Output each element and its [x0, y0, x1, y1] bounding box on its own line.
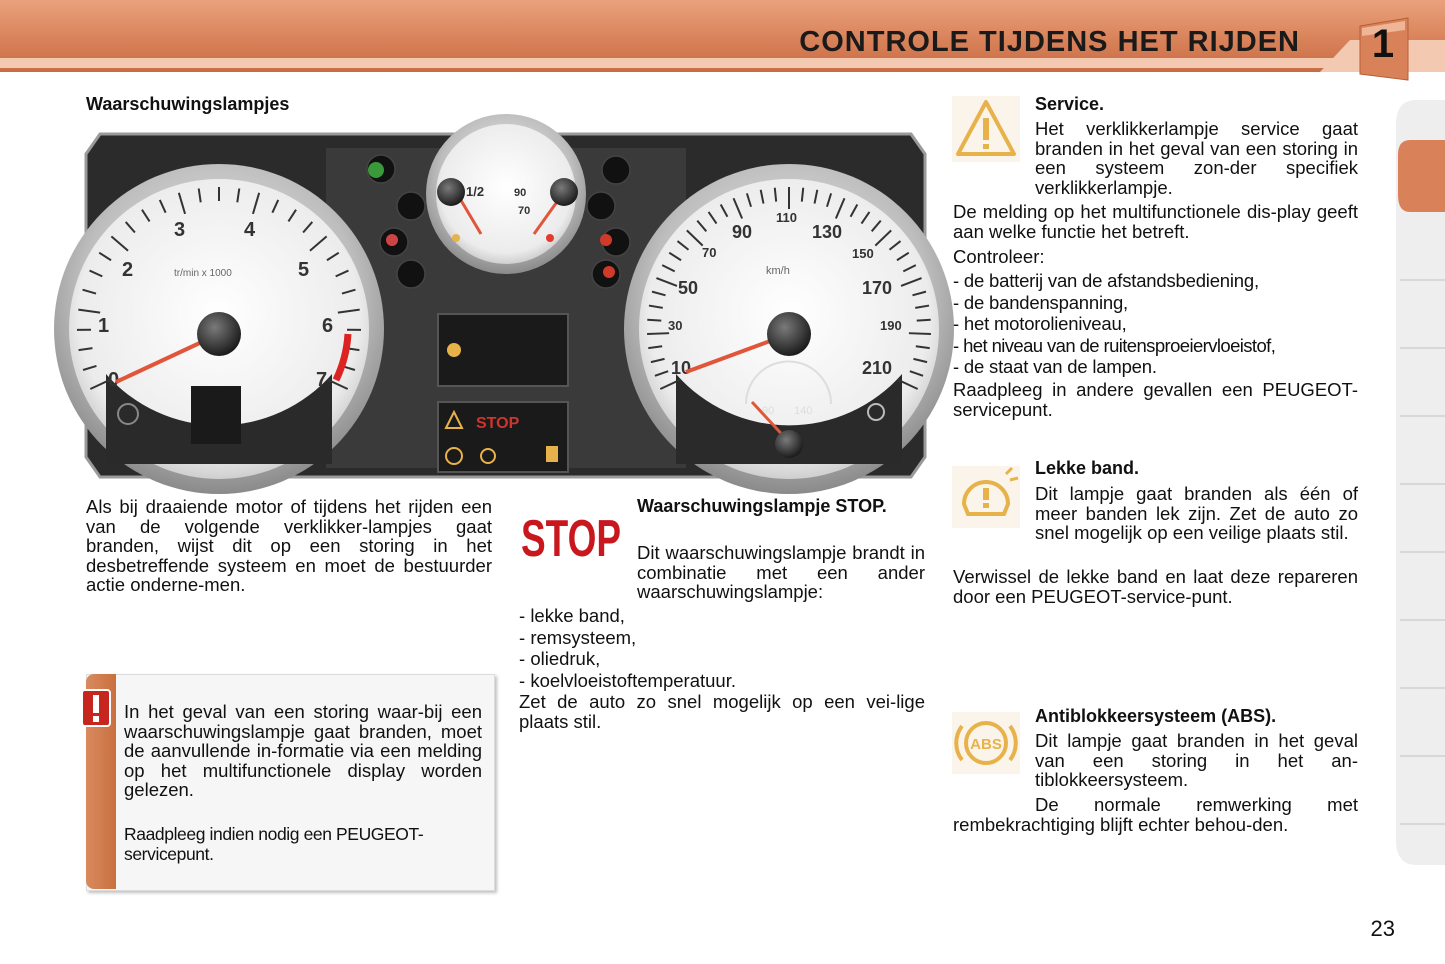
- stop-logo-text: STOP: [521, 510, 621, 568]
- stop-body: Dit waarschuwingslampje brandt in combinatie met een ander waarschuwingslampje:: [637, 542, 925, 602]
- list-item: - de batterij van de afstandsbediening,: [953, 270, 1363, 292]
- abs-body: Dit lampje gaat branden in het geval van een storing in het an-tiblokkeersysteem.: [1035, 730, 1358, 790]
- fuel-tick-half: 1/2: [466, 184, 485, 199]
- page-number: 23: [1370, 916, 1395, 941]
- service-footer: Raadpleeg in andere gevallen een PEUGEOT-servicepunt.: [953, 379, 1358, 420]
- exclamation-icon: [80, 688, 112, 728]
- tach-tick-7: 7: [316, 369, 328, 391]
- tyre-body: Dit lampje gaat branden als één of meer banden lek zijn. Zet de auto zo snel mogelijk op een veilige plaats stil.: [1035, 483, 1358, 543]
- list-item: - oliedruk,: [519, 648, 924, 670]
- warning-text-service: Raadpleeg indien nodig een PEUGEOT-servicepunt.: [124, 824, 424, 864]
- tyre-repair-text: Verwissel de lekke band en laat deze repareren door een PEUGEOT-service-punt.: [953, 566, 1358, 607]
- chapter-number: 1: [1371, 22, 1395, 66]
- tach-tick-3: 3: [174, 219, 186, 241]
- service-list: [953, 270, 1363, 378]
- gauge-tick: [775, 188, 776, 202]
- speed-tick-50: 50: [678, 278, 699, 298]
- tachometer: [54, 164, 384, 494]
- abs-icon: [952, 712, 1020, 774]
- speed-tick-110: 110: [776, 210, 797, 225]
- list-item: - de bandenspanning,: [953, 292, 1363, 314]
- tyre-heading: Lekke band.: [1035, 458, 1140, 478]
- speed-tick-10: 10: [671, 358, 692, 378]
- temp-tick-90: 90: [762, 405, 775, 417]
- stop-heading: Waarschuwingslampje STOP.: [637, 496, 887, 516]
- fuel-tick-90: 90: [514, 187, 527, 199]
- speedometer: [624, 164, 954, 494]
- speed-tick-90: 90: [732, 222, 753, 242]
- float-spacer: [953, 484, 1035, 542]
- tach-tick-5: 5: [298, 259, 310, 281]
- speed-tick-70: 70: [702, 245, 717, 260]
- list-item: - remsysteem,: [519, 627, 924, 649]
- speed-tick-130: 130: [812, 222, 843, 242]
- tach-tick-4: 4: [244, 219, 256, 241]
- tach-tick-2: 2: [122, 259, 134, 281]
- temp-tick-140: 140: [794, 405, 813, 417]
- stop-list: [519, 605, 924, 691]
- speed-tick-190: 190: [880, 318, 902, 333]
- page-title: CONTROLE TIJDENS HET RIJDEN: [799, 26, 1300, 58]
- stop-logo: [519, 508, 623, 568]
- speed-tick-150: 150: [852, 246, 874, 261]
- list-item: - lekke band,: [519, 605, 924, 627]
- tach-unit: tr/min x 1000: [174, 268, 232, 279]
- service-check-label: Controleer:: [953, 246, 1045, 267]
- speed-tick-30: 30: [668, 318, 683, 333]
- list-item: - het motorolieniveau,: [953, 313, 1363, 335]
- speed-tick-170: 170: [862, 278, 893, 298]
- service-display-text: De melding op het multifunctionele dis-play geeft aan welke functie het betreft.: [953, 201, 1358, 242]
- section-heading: Waarschuwingslampjes: [86, 94, 290, 114]
- gauge-tick: [647, 333, 669, 334]
- gauge-tick: [917, 320, 931, 321]
- fuel-gauge: [426, 114, 586, 274]
- gauge-tick: [647, 320, 661, 321]
- tach-tick-1: 1: [98, 315, 110, 337]
- abs-heading: Antiblokkeersysteem (ABS).: [1035, 706, 1277, 726]
- service-heading: Service.: [1035, 94, 1105, 114]
- panel-stop-lamp: STOP: [476, 415, 520, 432]
- tach-tick-6: 6: [322, 315, 334, 337]
- warning-triangle-icon: [952, 96, 1020, 162]
- list-item: - de staat van de lampen.: [953, 356, 1363, 378]
- warning-text: In het geval van een storing waar-bij een waarschuwingslampje gaat branden, moet de aanvullende in-formatie via een melding op het multifunctionele display worden gelezen.: [124, 701, 482, 800]
- intro-text: Als bij draaiende motor of tijdens het rijden een van de volgende verklikker-lampjes gaat branden, wijst dit op een storing in het desbetreffende systeem en moet de bestuurder actie onderne-men.: [86, 496, 492, 595]
- service-body: Het verklikkerlampje service gaat branden in het geval van een storing in een systeem zon-der specifiek verklikkerlampje.: [1035, 118, 1358, 198]
- speed-unit: km/h: [766, 265, 790, 277]
- tyre-body-wrap: [953, 484, 1358, 543]
- gauge-tick: [909, 333, 931, 334]
- speed-tick-210: 210: [862, 358, 893, 378]
- fuel-tick-70: 70: [518, 205, 531, 217]
- stop-body-a: [637, 543, 925, 602]
- gauge-tick: [802, 188, 803, 202]
- stop-footer: Zet de auto zo snel mogelijk op een vei-lige plaats stil.: [519, 691, 925, 732]
- abs-brake-text: De normale remwerking met rembekrachtiging blijft echter behou-den.: [953, 794, 1358, 835]
- list-item: - het niveau van de ruitensproeiervloeistof,: [953, 335, 1363, 357]
- tach-tick-0: 0: [108, 369, 120, 391]
- dashboard-illustration: [86, 134, 925, 477]
- header-shine: [0, 58, 1340, 68]
- abs-icon-text: ABS: [970, 736, 1002, 753]
- list-item: - koelvloeistoftemperatuur.: [519, 670, 924, 692]
- side-tabs[interactable]: [1396, 100, 1445, 865]
